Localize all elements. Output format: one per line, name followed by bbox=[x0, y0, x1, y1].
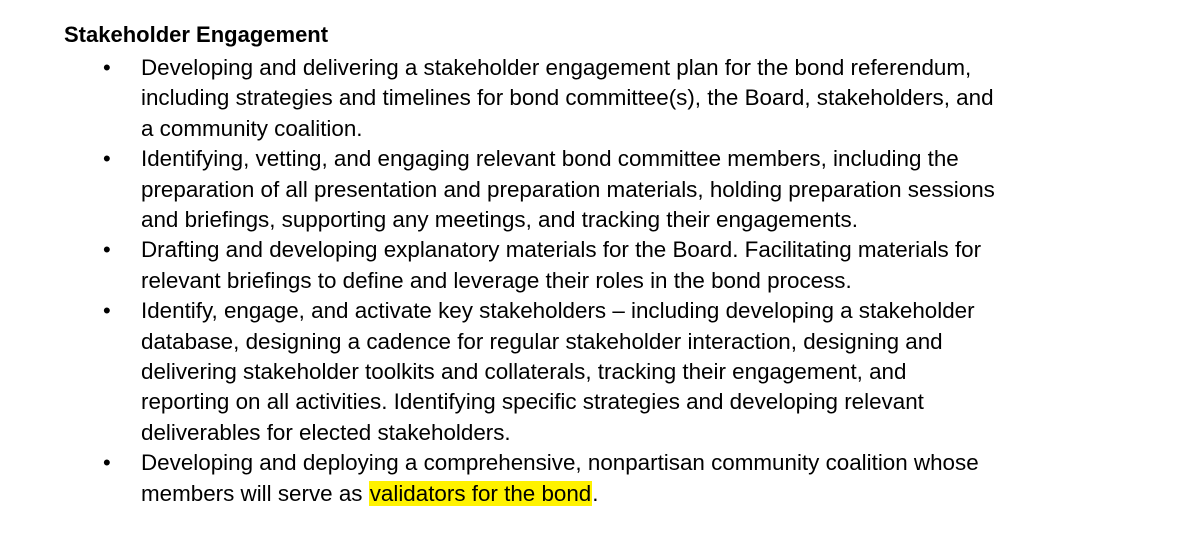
text-segment: members will serve as bbox=[141, 480, 369, 506]
section-heading: Stakeholder Engagement bbox=[64, 22, 329, 47]
list-item bbox=[0, 448, 1151, 509]
bullet-icon: • bbox=[103, 237, 111, 263]
highlighted-text: validators for the bond bbox=[369, 480, 592, 506]
text-line: reporting on all activities. Identifying specific strategies and developing relevant bbox=[141, 389, 924, 415]
bullet-icon: • bbox=[103, 298, 111, 324]
bullet-icon: • bbox=[103, 55, 111, 80]
text-line: Identify, engage, and activate key stakeholders – including developing a stakeholder bbox=[141, 298, 975, 324]
bullet-icon: • bbox=[103, 146, 111, 172]
list-item bbox=[0, 235, 1151, 296]
text-line-highlighted bbox=[141, 479, 1151, 509]
bullet-icon: • bbox=[103, 450, 111, 476]
text-line: a community coalition. bbox=[141, 115, 363, 141]
text-segment: . bbox=[592, 480, 599, 506]
bullet-list bbox=[0, 53, 1151, 509]
text-line: database, designing a cadence for regular stakeholder interaction, designing and bbox=[141, 328, 943, 354]
list-item bbox=[0, 296, 1151, 448]
list-item bbox=[0, 144, 1151, 235]
text-line: Identifying, vetting, and engaging relevant bond committee members, including the bbox=[141, 146, 959, 172]
text-line: Developing and deploying a comprehensive, nonpartisan community coalition whose bbox=[141, 450, 979, 476]
text-line: Drafting and developing explanatory materials for the Board. Facilitating materials for bbox=[141, 237, 982, 263]
text-line: delivering stakeholder toolkits and collaterals, tracking their engagement, and bbox=[141, 359, 907, 385]
list-item bbox=[0, 53, 1151, 144]
text-line: and briefings, supporting any meetings, and tracking their engagements. bbox=[141, 207, 858, 233]
text-line: deliverables for elected stakeholders. bbox=[141, 419, 511, 445]
text-line: Developing and delivering a stakeholder engagement plan for the bond referendum, bbox=[141, 55, 972, 80]
text-line: relevant briefings to define and leverage their roles in the bond process. bbox=[141, 267, 852, 293]
text-line: preparation of all presentation and preparation materials, holding preparation sessions bbox=[141, 176, 995, 202]
text-line: including strategies and timelines for bond committee(s), the Board, stakeholders, and bbox=[141, 85, 994, 111]
